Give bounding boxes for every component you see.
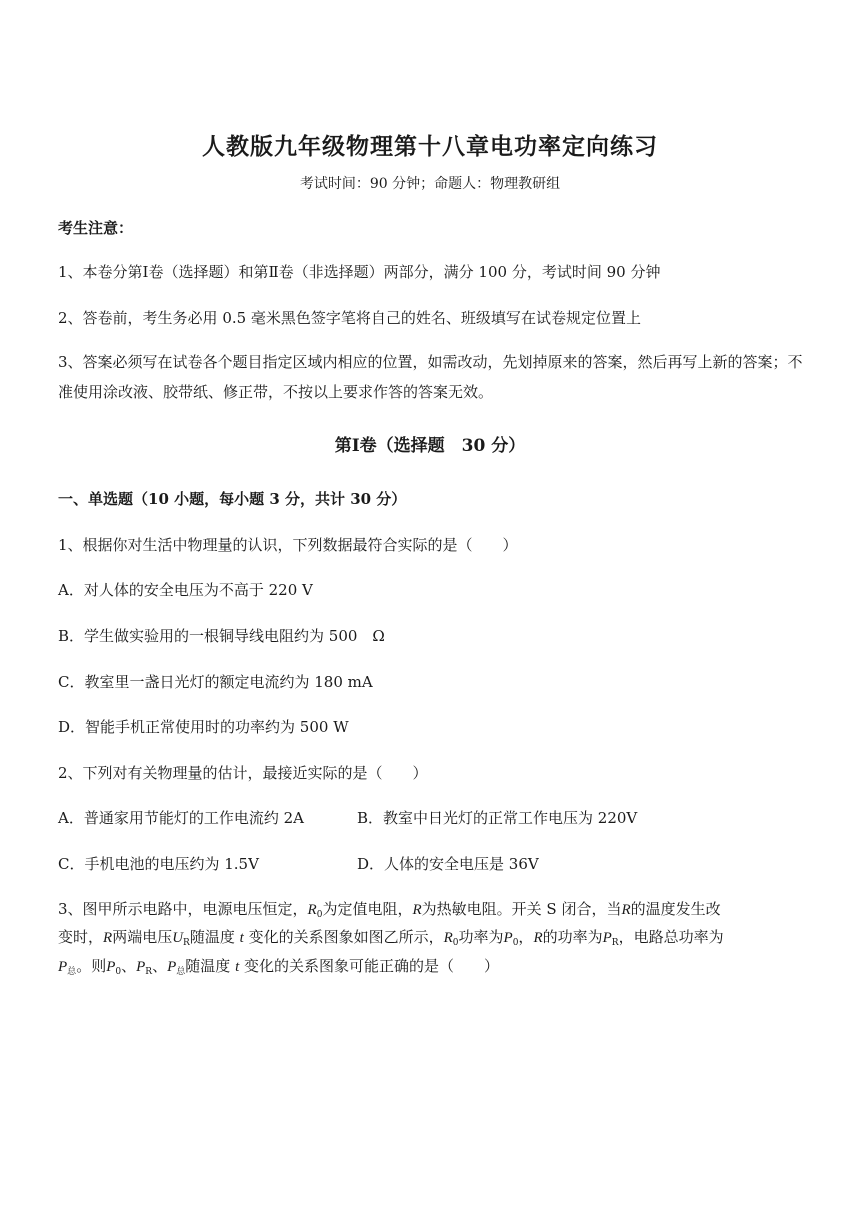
part-heading: 一、单选题（10 小题，每小题 3 分，共计 30 分） xyxy=(58,490,407,508)
exam-info: 考试时间：90 分钟；命题人：物理教研组 xyxy=(299,176,561,192)
question-2-stem: 2、下列对有关物理量的估计，最接近实际的是（ ） xyxy=(58,764,428,782)
notice-item-2: 2、答卷前，考生务必用 0.5 毫米黑色签字笔将自己的姓名、班级填写在试卷规定位置上 xyxy=(58,309,641,327)
page-title: 人教版九年级物理第十八章电功率定向练习 xyxy=(202,133,658,160)
question-1-option-a: A．对人体的安全电压为不高于 220 V xyxy=(58,581,313,599)
question-1-option-d: D．智能手机正常使用时的功率约为 500 W xyxy=(58,718,349,736)
section-title: 第Ⅰ卷（选择题 30 分） xyxy=(334,436,526,456)
question-1-option-b: B．学生做实验用的一根铜导线电阻约为 500 Ω xyxy=(58,627,385,645)
question-2-option-d: D．人体的安全电压是 36V xyxy=(357,855,539,873)
question-2-option-c: C．手机电池的电压约为 1.5V xyxy=(58,855,259,873)
notice-item-3: 3、答案必须写在试卷各个题目指定区域内相应的位置，如需改动，先划掉原来的答案，然后再写上新的答案；不准使用涂改液、胶带纸、修正带，不按以上要求作答的答案无效。 xyxy=(58,353,803,401)
question-3-line-3: $P_总$。则$P_0$、$P_R$、$P_总$随温度 t 变化的关系图象可能正确的是（ ） xyxy=(58,957,500,977)
question-3-line-2: 变时，R两端电压$U_R$随温度 t 变化的关系图象如图乙所示，$R_0$功率为$P_0$，R的功率为$P_R$，电路总功率为 xyxy=(58,928,724,948)
notice-heading: 考生注意： xyxy=(58,219,134,237)
question-3-line-1: 3、图甲所示电路中，电源电压恒定，$R_0$为定值电阻，R为热敏电阻。开关 S 闭合，当R的温度发生改 xyxy=(58,900,721,920)
question-2-option-a: A．普通家用节能灯的工作电流约 2A xyxy=(58,809,304,827)
question-2-row-1 xyxy=(58,806,808,830)
question-1-stem: 1、根据你对生活中物理量的认识，下列数据最符合实际的是（ ） xyxy=(58,536,518,554)
notice-item-1: 1、本卷分第Ⅰ卷（选择题）和第Ⅱ卷（非选择题）两部分，满分 100 分，考试时间 90 分钟 xyxy=(58,263,661,281)
question-2-option-b: B．教室中日光灯的正常工作电压为 220V xyxy=(357,809,638,827)
question-1-option-c: C．教室里一盏日光灯的额定电流约为 180 mA xyxy=(58,673,373,691)
question-2-row-2 xyxy=(58,852,808,876)
